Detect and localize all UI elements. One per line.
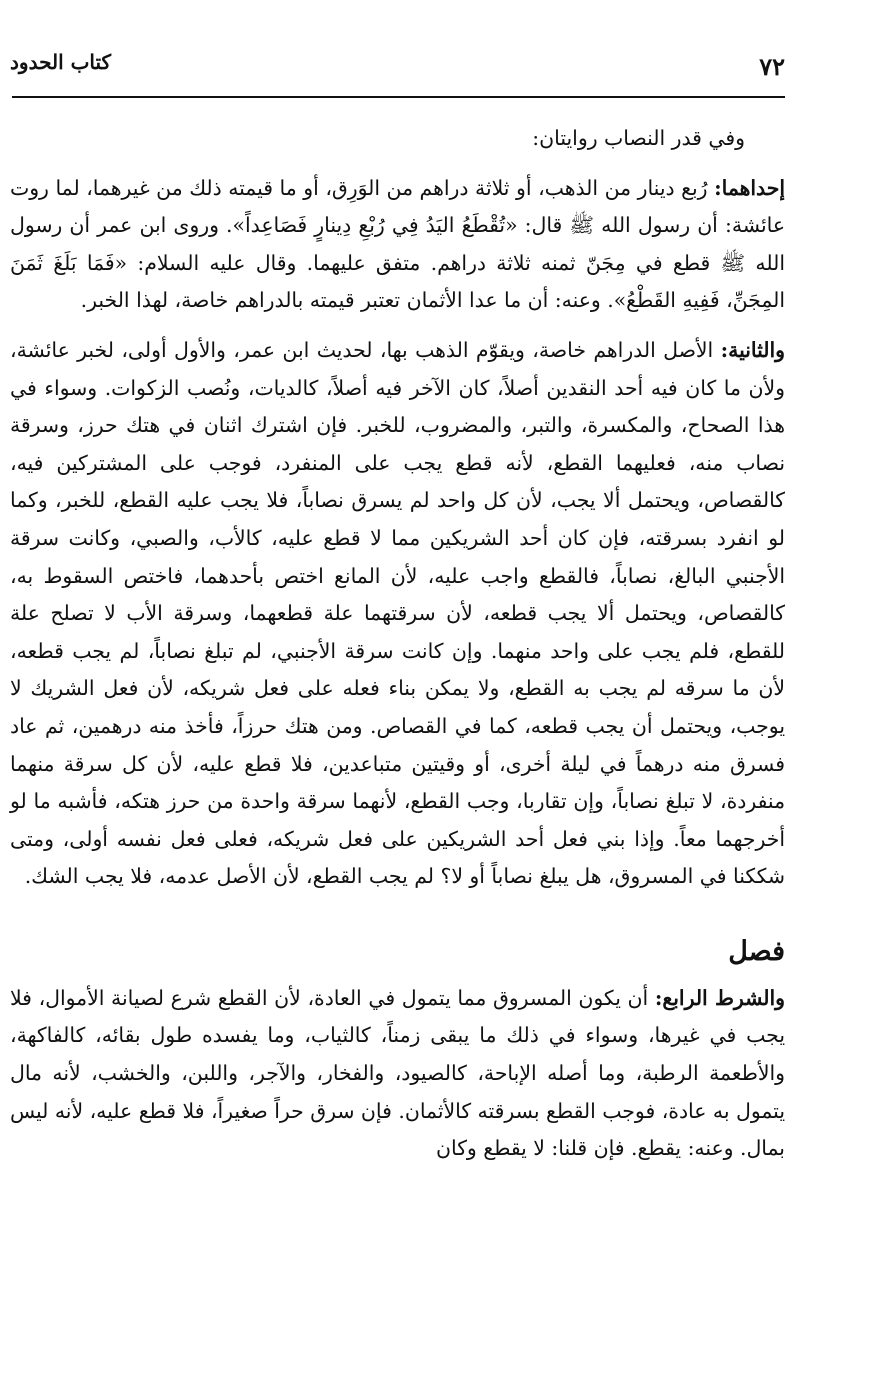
paragraph-text: الأصل الدراهم خاصة، ويقوّم الذهب بها، لحديث ابن عمر، والأول أولى، لخبر عائشة، ولأن ما كان فيه أحد النقدين أصلاً، كان الآخر فيه أصلاً، كالديات، ونُصب الزكوات. وسواء في هذا الصحاح، والمكسرة، والتبر، والمضروب، للخبر. فإن اشترك اثنان في هتك حرز، وسرقة نصاب منه، فعليهما القطع، لأنه قطع يجب على المنفرد، فوجب على المشتركين فيه، كالقصاص، ويحتمل ألا يجب، لأن كل واحد لم يسرق نصاباً، فلا يجب عليه القطع، للخبر، وكما لو انفرد بسرقته، فإن كان أحد الشريكين مما لا قطع عليه، كالأب، والصبي، وكانت سرقة الأجنبي البالغ، نصاباً، فالقطع واجب عليه، لأن المانع اختص بأحدهما، فاختص السقوط به، كالقصاص، ويحتمل ألا يجب قطعه، لأن سرقتهما علة قطعهما، وسرقة الأب لا تصلح علة للقطع، فلم يجب على واحد منهما. وإن كانت سرقة الأجنبي، لم تبلغ نصاباً، لم يجب قطعه، لأن ما سرقه لم يجب به القطع، ولا يمكن بناء فعله على فعل شريكه، لأن فعل الشريك لا يوجب، ويحتمل أن يجب قطعه، كما في القصاص. ومن هتك حرزاً، فأخذ منه درهمين، ثم عاد فسرق منه درهماً في ليلة أخرى، أو وقيتين متباعدين، فلا قطع عليه، لأن كل سرقة منهما منفردة، لا تبلغ نصاباً، وإن تقاربا، وجب القطع، لأنهما سرقة واحدة من حرز هتكه، فأشبه ما لو أخرجهما معاً. وإذا بني فعل أحد الشريكين على فعل شريكه، فعلى فعل نفسه أولى، ومتى شككنا في المسروق، هل يبلغ نصاباً أو لا؟ لم يجب القطع، لأن الأصل عدمه، فلا يجب الشك.	[10, 337, 785, 889]
paragraph-text: رُبع دينار من الذهب، أو ثلاثة دراهم من الوَرِق، أو ما قيمته ذلك من غيرهما، لما روت عائشة: أن رسول الله ﷺ قال: «تُقْطَعُ اليَدُ فِي رُبْعِ دِينارٍ فَصَاعِداً». وروى ابن عمر أن رسول الله ﷺ قطع في مِجَنّ ثمنه ثلاثة دراهم. متفق عليهما. وقال عليه السلام: «فَمَا بَلَغَ ثَمَنَ المِجَنِّ، فَفِيهِ القَطْعُ». وعنه: أن ما عدا الأثمان تعتبر قيمته بالدراهم خاصة، لهذا الخبر.	[10, 175, 785, 313]
page-header	[10, 40, 785, 86]
header-rule	[12, 96, 785, 98]
paragraph-lead: والثانية:	[720, 337, 785, 362]
paragraph-fourth-condition	[10, 980, 785, 1168]
paragraph-lead: والشرط الرابع:	[654, 985, 785, 1010]
page-body	[10, 120, 785, 1168]
paragraph-lead: إحداهما:	[714, 175, 785, 200]
page-number: ٧٢	[759, 52, 785, 81]
running-title: كتاب الحدود	[10, 50, 112, 74]
paragraph-text: أن يكون المسروق مما يتمول في العادة، لأن القطع شرع لصيانة الأموال، فلا يجب في غيرها، وسواء في ذلك ما يبقى زمناً، كالثياب، وما يفسده طول بقائه، كالفاكهة، والأطعمة الرطبة، وما أصله الإباحة، كالصيود، والفخار، والآجر، واللبن، والخشب، لأنه مال يتمول به عادة، فوجب القطع بسرقته كالأثمان. فإن سرق حراً صغيراً، فلا قطع عليه، لأنه ليس بمال. وعنه: يقطع. فإن قلنا: لا يقطع وكان	[10, 985, 785, 1161]
section-heading: فصل	[728, 935, 785, 967]
intro-line: وفي قدر النصاب روايتان:	[532, 126, 745, 150]
paragraph-first-narration	[10, 170, 785, 320]
paragraph-second-narration	[10, 332, 785, 896]
